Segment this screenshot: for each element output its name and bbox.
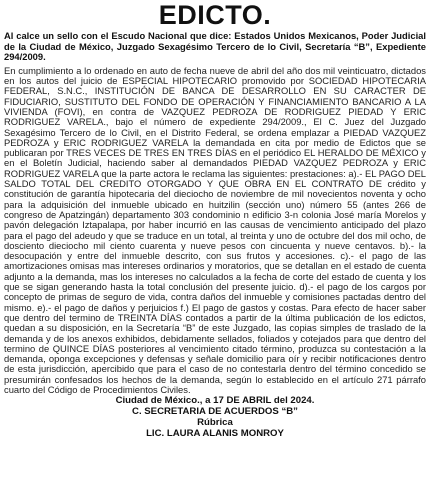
signature-role: C. SECRETARIA DE ACUERDOS “B”	[132, 406, 298, 418]
edict-notice	[4, 2, 426, 496]
signature-name: LIC. LAURA ALANIS MONROY	[146, 427, 284, 439]
notice-lead: Al calce un sello con el Escudo Nacional que dice: Estados Unidos Mexicanos, Poder Judicial de la Ciudad de México, Juzgado Sexagésimo Tercero de lo Civil, Secretaría “B”, Expediente 294/2009.	[4, 30, 426, 63]
signature-rubrica: Rúbrica	[197, 416, 233, 428]
signature-block	[4, 396, 426, 439]
signature-place-date: Ciudad de México., a 17 DE ABRIL del 2024.	[115, 395, 315, 407]
notice-title: EDICTO.	[158, 2, 272, 30]
notice-body	[4, 66, 426, 396]
notice-body-text: En cumplimiento a lo ordenado en auto de fecha nueve de abril del año dos mil veinticuatro, dictados en los autos del juicio de ESPECIAL HIPOTECARIO promovido por SOCIEDAD HIPOTECARIA FEDERAL, S.N.C., INSTITUCIÓN DE BANCA DE DESARROLLO EN SU CARACTER DE FIDUCIARIO, SUSTITUTO DEL FONDO DE OPERACIÓN Y FINANCIAMIENTO BANCARIO A LA VIVIENDA (FOVI), en contra de VAZQUEZ PEDROZA DE RODRIGUEZ PIEDAD Y ERIC RODRIGUEZ VARELA., bajo el número de expediente 294/2009., El C. Juez del Juzgado Sexagésimo Tercero de lo Civil, en el Distrito Federal, se ordena emplazar a PIEDAD VAZQUEZ PEDROZA y ERIC RODRIGUEZ VARELA la demandada en cita por medio de Edictos que se publicaran por TRES VECES DE TRES EN TRES DÍAS en el periódico EL HERALDO DE MÉXICO y en el Boletín Judicial, haciendo saber al demandados PIEDAD VAZQUEZ PEDROZA y ERIC RODRIGUEZ VARELA que la parte actora le reclama las siguientes: prestaciones: a).- EL PAGO DEL SALDO TOTAL DEL CREDITO OTORGADO Y QUE OBRA EN EL CONTRATO DE crédito y constitución de garantía hipotecaria del dieciocho de noviembre de mil novecientos noventa y ocho para la adquisición del inmueble ubicado en huitzilin (sección uno) número 55 (antes 266 de congreso de Apatzingán) departamento 303 condominio n edificio 3-n colonia José maría Morelos y pavón delegación Iztapalapa, por haber incurrió en las causas de vencimiento anticipado del plazo para el pago del adeudo y que se traduce en un total, al treinta y uno de octubre del dos mil ocho, de dosciento dieciocho mil ciento cuarenta y nueve pesos con cincuenta y nueve centavos. b).- la desocupación y entre del inmueble descrito, con sus frutos y accesiones. c).- el pago de las amortizaciones omisas mas intereses ordinarios y moratorios, que se detallan en el estado de cuenta adjunto a la demanda, mas los intereses no calculados a la fecha de corte del estado de cuenta y los que se sigan generando hasta la total conclusión del presente juicio. d).- el pago de los cargos por concepto de primas de seguro de vida, contra daños del inmueble y comisiones pactadas dentro del mismo. e).- el pago de daños y perjuicios f.) El pago de gastos y costas. Para efecto de hacer saber que dentro del termino de TREINTA DÍAS contados a partir de la última publicación de los edictos, quedan a su disposición, en la Secretaría “B” de este Juzgado, las copias simples de traslado de la demanda y de los anexos exhibidos, debidamente sellados, foliados y cotejados para que dentro del termino de QUINCE DÍAS posteriores al vencimiento citado término, produzca su contestación a la demanda, oponga excepciones y defensas y señale domicilio para oír y recibir notificaciones dentro de esta jurisdicción, apercibido que para el caso de no contestarla dentro del término concedido se presumirán confesados los hechos de la demanda, según lo establecido en el artículo 271 párrafo cuarto del Código de Procedimientos Civiles.	[4, 64, 426, 395]
